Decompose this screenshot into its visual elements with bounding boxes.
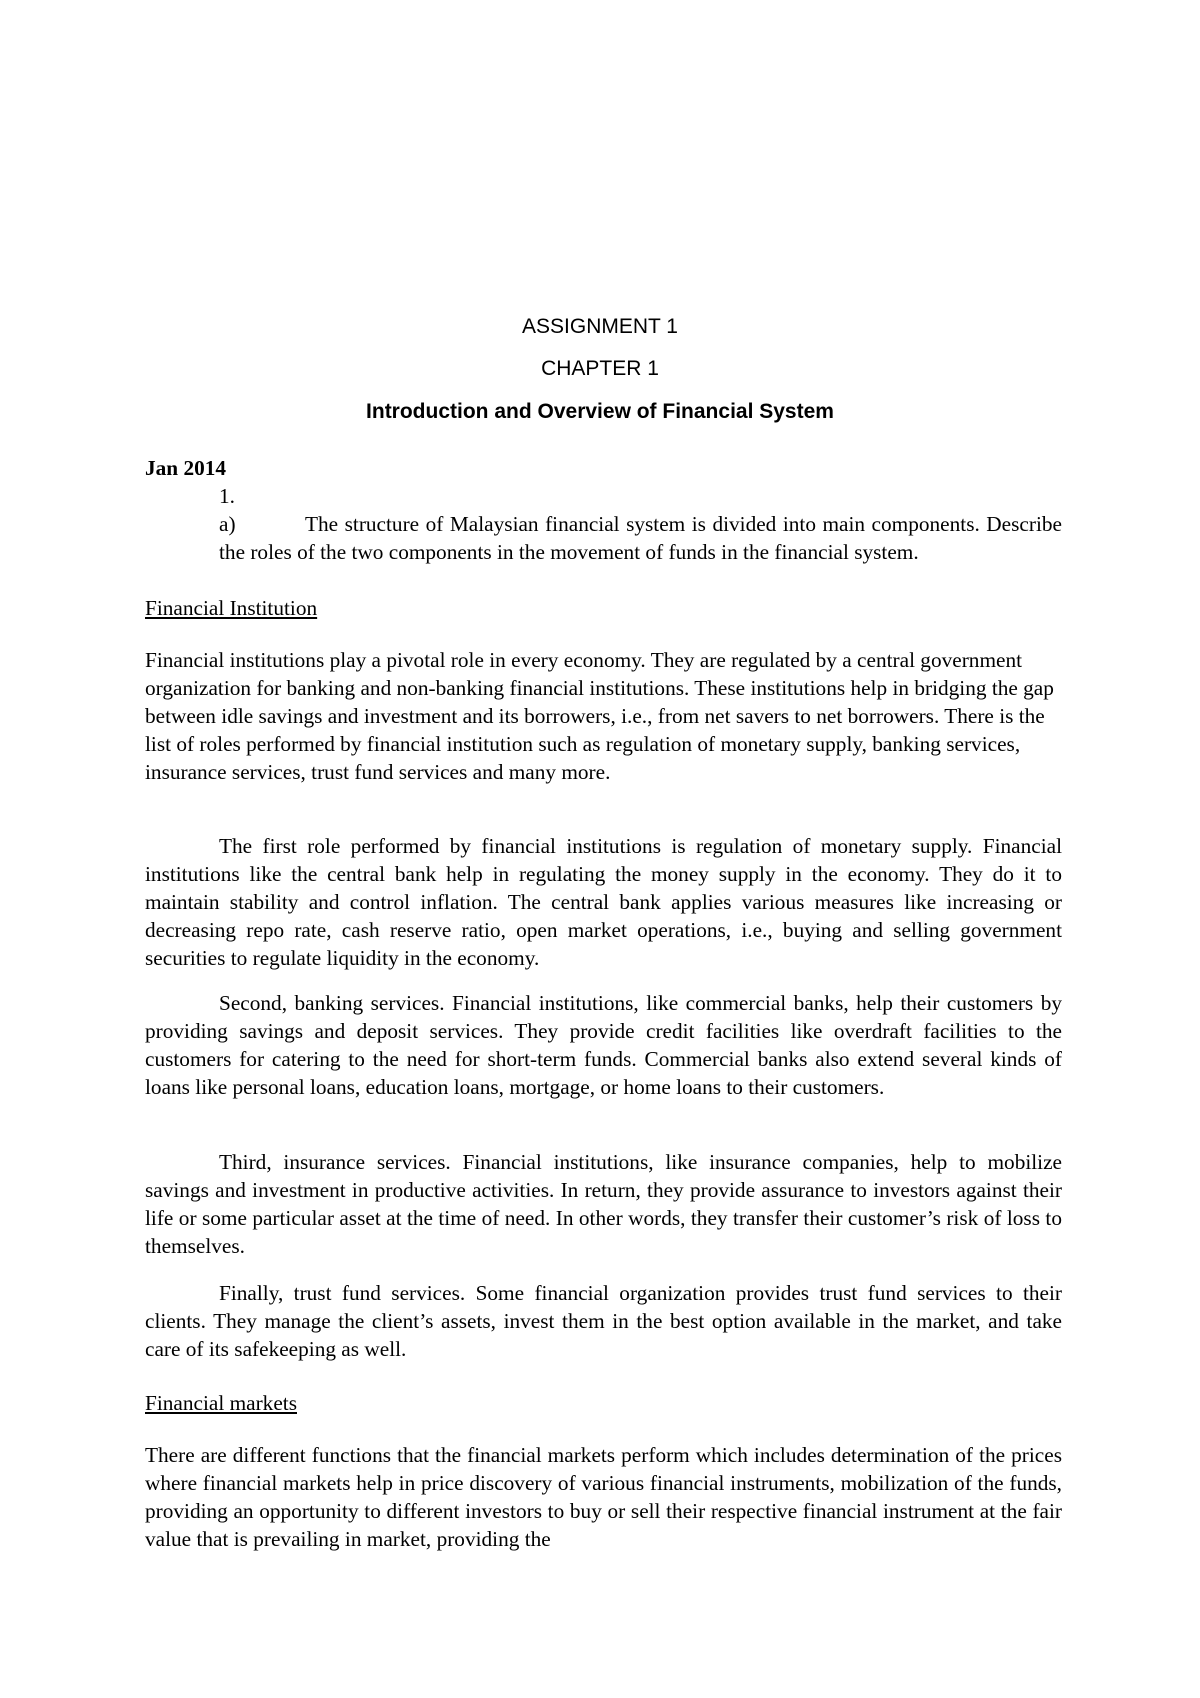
question-part-letter: a) <box>219 512 236 536</box>
question-date: Jan 2014 <box>145 456 227 480</box>
section-heading-financial-markets: Financial markets <box>145 1391 297 1415</box>
question-part-text: The structure of Malaysian financial system is divided into main components. Describe the roles of the two components in the movement of funds in the financial system. <box>219 512 1062 564</box>
paragraph: Finally, trust fund services. Some financial organization provides trust fund services to their clients. They manage the client’s assets, invest them in the best option available in the market, and take care of its safekeeping as well. <box>145 1281 1062 1361</box>
paragraph: Second, banking services. Financial institutions, like commercial banks, help their customers by providing savings and deposit services. They provide credit facilities like overdraft facilities to the customers for catering to the need for short-term funds. Commercial banks also extend several kinds of loans like personal loans, education loans, mortgage, or home loans to their customers. <box>145 991 1062 1099</box>
chapter-heading: CHAPTER 1 <box>541 357 659 380</box>
paragraph: There are different functions that the financial markets perform which includes determination of the prices where financial markets help in price discovery of various financial instruments, mobilization of the funds, providing an opportunity to different investors to buy or sell their respective financial instrument at the fair value that is prevailing in market, providing the <box>145 1443 1062 1551</box>
question-number: 1. <box>219 484 235 508</box>
section-heading-financial-institution: Financial Institution <box>145 596 318 620</box>
assignment-heading: ASSIGNMENT 1 <box>522 315 678 338</box>
chapter-title: Introduction and Overview of Financial System <box>366 400 834 423</box>
paragraph: The first role performed by financial institutions is regulation of monetary supply. Financial institutions like the central bank help in regulating the money supply in the economy. They do it to maintain stability and control inflation. The central bank applies various measures like increasing or decreasing repo rate, cash reserve ratio, open market operations, i.e., buying and selling government securities to regulate liquidity in the economy. <box>145 834 1062 970</box>
paragraph: Third, insurance services. Financial institutions, like insurance companies, help to mobilize savings and investment in productive activities. In return, they provide assurance to investors against their life or some particular asset at the time of need. In other words, they transfer their customer’s risk of loss to themselves. <box>145 1150 1062 1258</box>
paragraph: Financial institutions play a pivotal role in every economy. They are regulated by a central government organization for banking and non-banking financial institutions. These institutions help in bridging the gap between idle savings and investment and its borrowers, i.e., from net savers to net borrowers. There is the list of roles performed by financial institution such as regulation of monetary supply, banking services, insurance services, trust fund services and many more. <box>145 648 1054 784</box>
